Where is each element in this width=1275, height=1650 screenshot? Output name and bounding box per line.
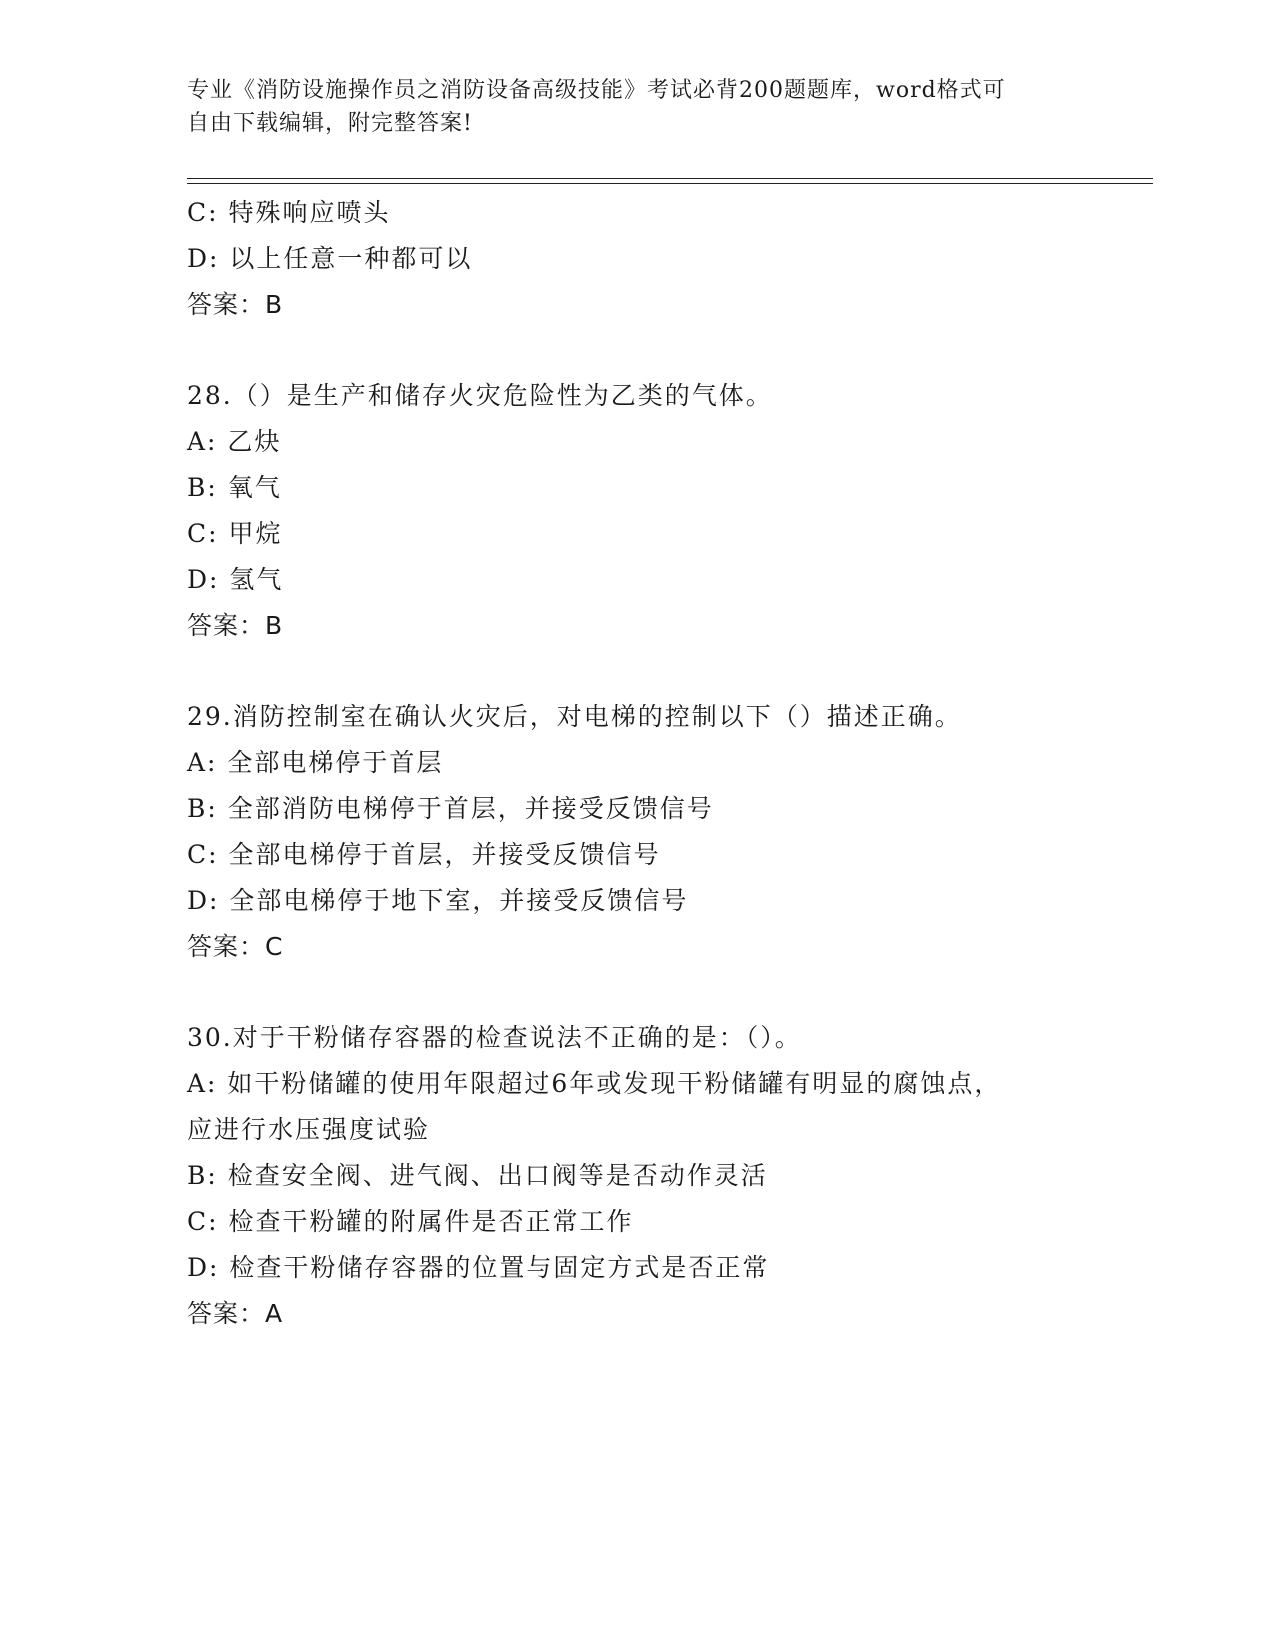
option-d: D: 以上任意一种都可以 — [187, 244, 473, 273]
option-b: B: 检查安全阀、进气阀、出口阀等是否动作灵活 — [187, 1161, 768, 1190]
question-29 — [187, 694, 1087, 970]
question-list — [187, 190, 1087, 1337]
answer-line: 答案：A — [187, 1299, 284, 1328]
question-30 — [187, 1015, 1087, 1337]
question-text: 29.消防控制室在确认火灾后，对电梯的控制以下（）描述正确。 — [187, 702, 962, 731]
spacer — [187, 649, 1087, 694]
option-a-line-2: 应进行水压强度试验 — [187, 1115, 431, 1144]
option-c: C: 甲烷 — [187, 519, 283, 548]
option-b: B: 全部消防电梯停于首层，并接受反馈信号 — [187, 794, 714, 823]
header-title-line-1: 专业《消防设施操作员之消防设备高级技能》考试必背200题题库，word格式可 — [187, 78, 1006, 103]
question-fragment — [187, 190, 1087, 328]
question-text: 30.对于干粉储存容器的检查说法不正确的是：（）。 — [187, 1023, 802, 1052]
question-28 — [187, 373, 1087, 649]
document-header — [187, 74, 1067, 140]
option-d: D: 检查干粉储存容器的位置与固定方式是否正常 — [187, 1253, 770, 1282]
option-d: D: 全部电梯停于地下室，并接受反馈信号 — [187, 886, 689, 915]
header-divider-top — [187, 178, 1153, 179]
header-divider-bottom — [187, 183, 1153, 184]
spacer — [187, 328, 1087, 373]
option-c: C: 全部电梯停于首层，并接受反馈信号 — [187, 840, 661, 869]
option-c: C: 特殊响应喷头 — [187, 198, 391, 227]
option-a: A: 全部电梯停于首层 — [187, 748, 444, 777]
header-title-line-2: 自由下载编辑，附完整答案! — [187, 111, 473, 136]
option-c: C: 检查干粉罐的附属件是否正常工作 — [187, 1207, 634, 1236]
question-text: 28.（）是生产和储存火灾危险性为乙类的气体。 — [187, 381, 773, 410]
option-d: D: 氢气 — [187, 565, 284, 594]
option-a-line-1: A: 如干粉储罐的使用年限超过6年或发现干粉储罐有明显的腐蚀点， — [187, 1069, 1002, 1098]
spacer — [187, 970, 1087, 1015]
answer-line: 答案：C — [187, 932, 284, 961]
option-a: A: 乙炔 — [187, 427, 282, 456]
answer-line: 答案：B — [187, 290, 284, 319]
answer-line: 答案：B — [187, 611, 284, 640]
option-b: B: 氧气 — [187, 473, 282, 502]
